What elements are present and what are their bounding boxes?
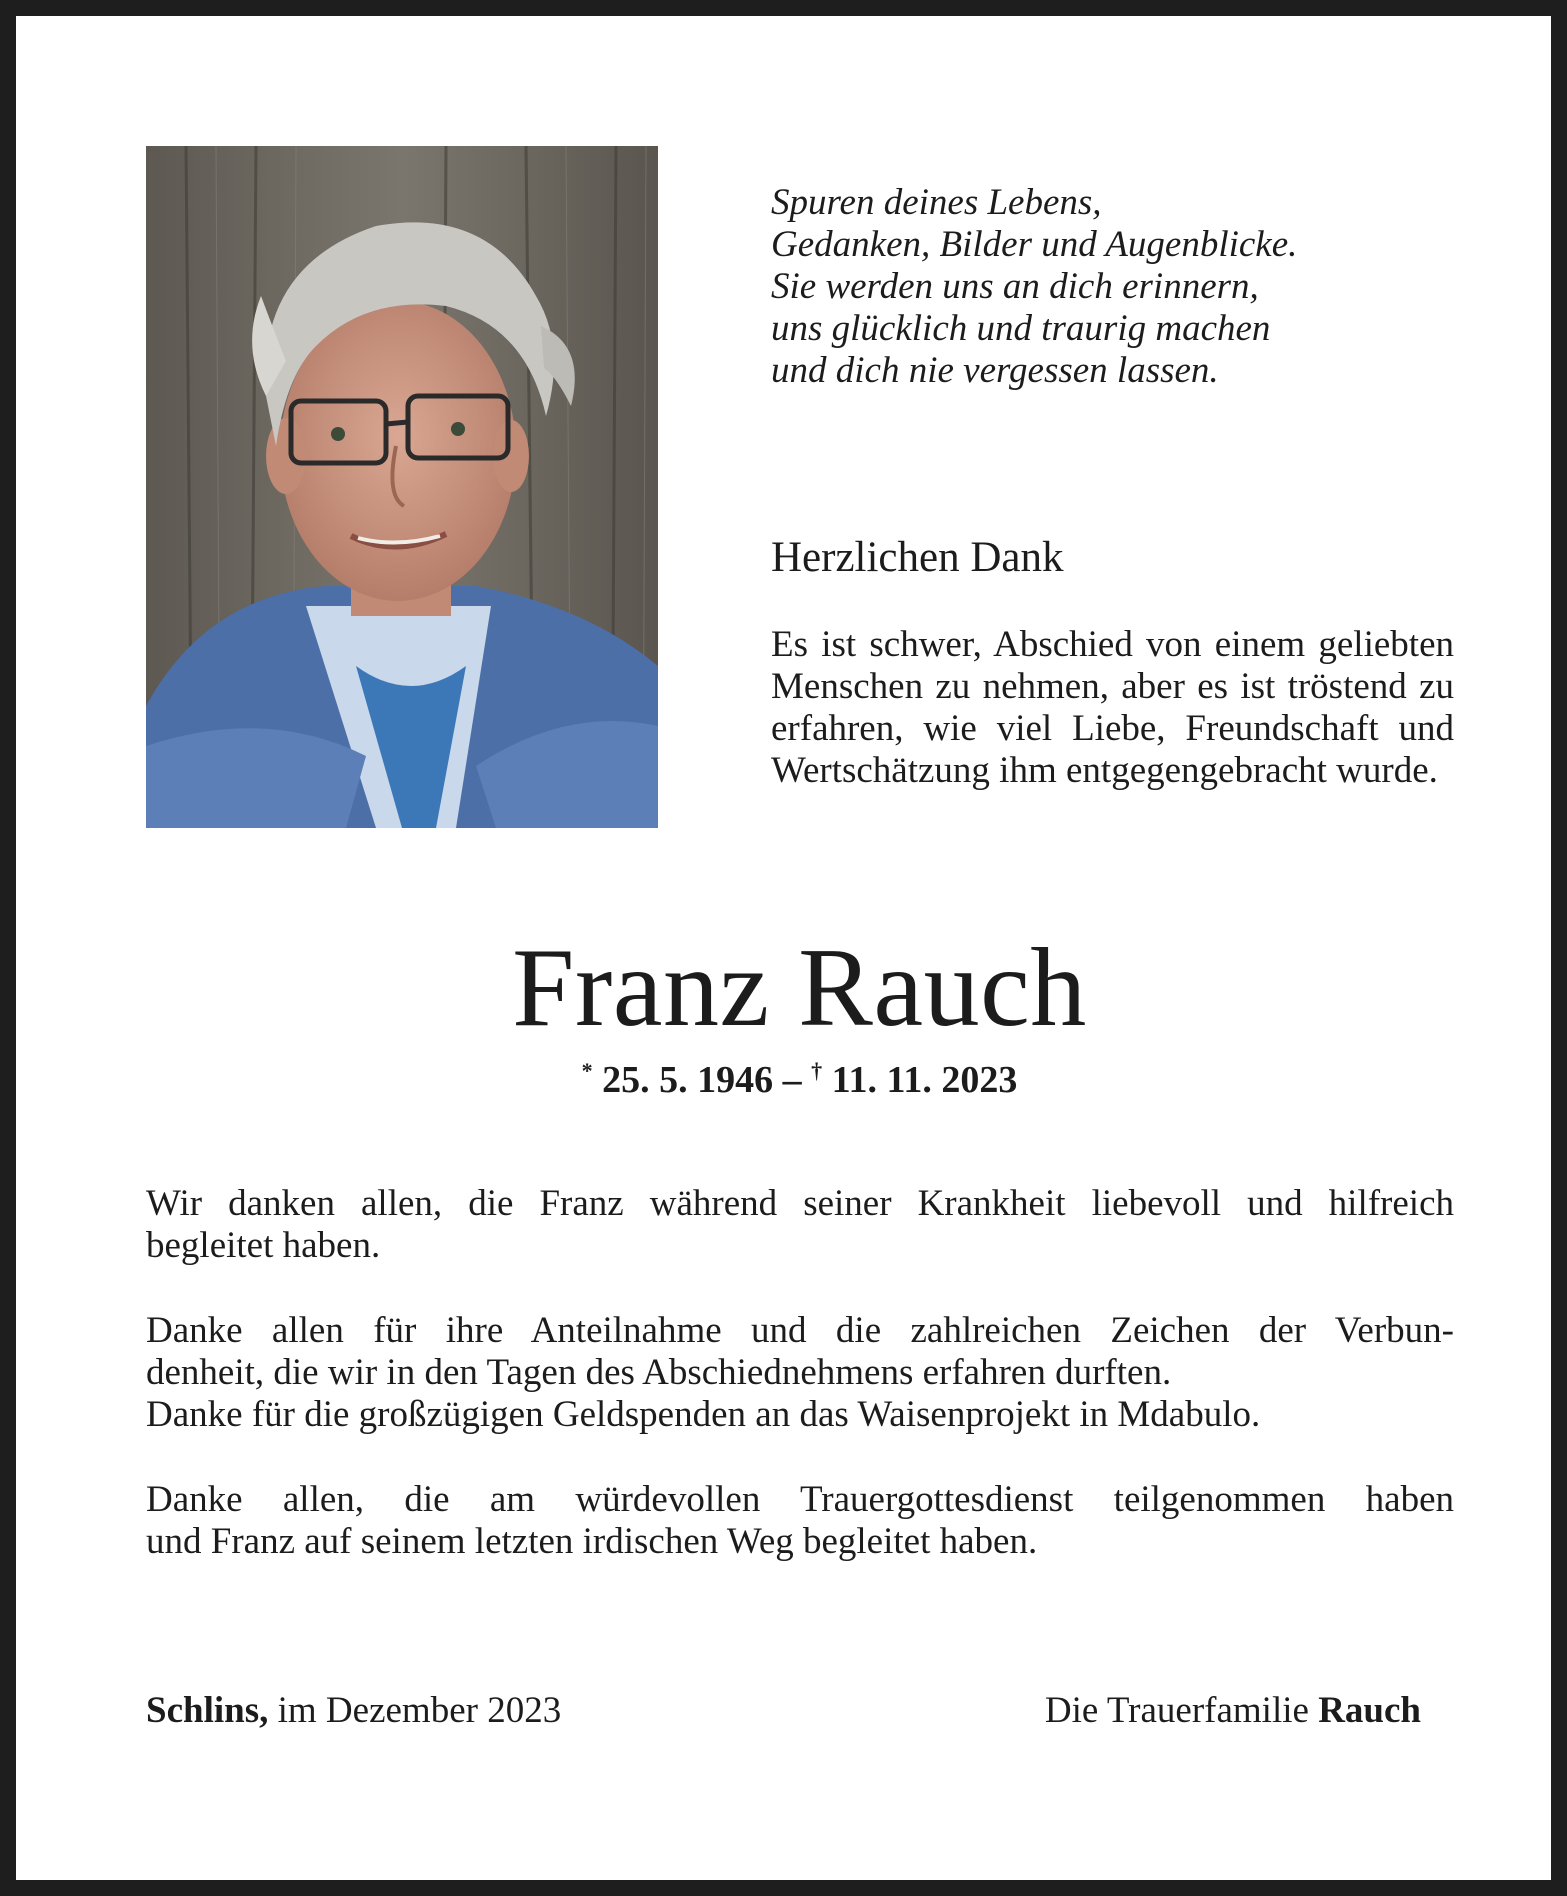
- deceased-name: Franz Rauch: [512, 926, 1087, 1050]
- paragraph-line: Danke für die großzügigen Geldspenden an das Waisenprojekt in Mdabulo.: [146, 1394, 1261, 1435]
- life-dates: [16, 1056, 1567, 1104]
- portrait-photo: [146, 146, 658, 828]
- body-paragraph-1: [146, 1183, 1454, 1267]
- paragraph-line: begleitet haben.: [146, 1225, 381, 1266]
- paragraph-line: denheit, die wir in den Tagen des Abschiednehmens erfahren durften.: [146, 1352, 1172, 1393]
- body-paragraph-2: [146, 1310, 1454, 1436]
- death-symbol: †: [811, 1058, 823, 1083]
- thanks-text: Es ist schwer, Abschied von einem geliebten Menschen zu nehmen, aber es ist tröstend zu erfahren, wie viel Liebe, Freundschaft und Wertschätzung ihm entgegengebracht wurde.: [771, 624, 1454, 791]
- poem-line: Gedanken, Bilder und Augenblicke.: [771, 224, 1298, 265]
- poem-verse: [771, 182, 1491, 392]
- paragraph-line: Danke allen, die am würdevollen Trauergottesdienst teilgenommen haben: [146, 1479, 1454, 1520]
- body-paragraph-3: [146, 1479, 1454, 1563]
- poem-line: Sie werden uns an dich erinnern,: [771, 266, 1259, 307]
- family-prefix: Die Trauerfamilie: [1044, 1690, 1309, 1731]
- birth-date: 25. 5. 1946: [602, 1059, 774, 1101]
- paragraph-line: Wir danken allen, die Franz während seiner Krankheit liebevoll und hilfreich: [146, 1183, 1454, 1224]
- thanks-heading: Herzlichen Dank: [771, 534, 1064, 581]
- place-and-date: [146, 1688, 561, 1734]
- poem-line: und dich nie vergessen lassen.: [771, 350, 1219, 391]
- poem-line: Spuren deines Lebens,: [771, 182, 1102, 223]
- paragraph-line: und Franz auf seinem letzten irdischen Weg begleitet haben.: [146, 1521, 1038, 1562]
- place-name: Schlins,: [146, 1690, 269, 1731]
- death-date: 11. 11. 2023: [831, 1059, 1018, 1101]
- portrait-illustration: [146, 146, 658, 828]
- family-name: Rauch: [1318, 1690, 1421, 1731]
- birth-symbol: *: [581, 1058, 593, 1083]
- poem-line: uns glücklich und traurig machen: [771, 308, 1271, 349]
- family-signature: [1045, 1688, 1421, 1734]
- paragraph-line: Danke allen für ihre Anteilnahme und die zahlreichen Zeichen der Verbun-: [146, 1310, 1454, 1351]
- date-separator: –: [782, 1059, 802, 1101]
- date-text: im Dezember 2023: [277, 1690, 562, 1731]
